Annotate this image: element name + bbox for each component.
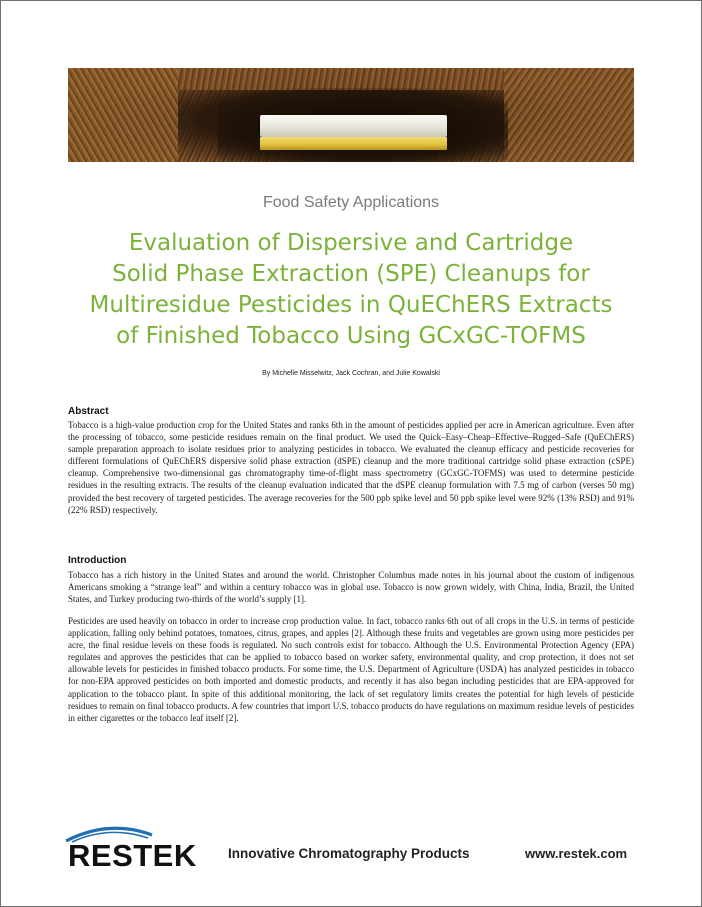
cigarette-paper (260, 115, 447, 137)
restek-logo (68, 838, 218, 874)
restek-logo-text: RESTEK (68, 838, 197, 873)
authors-byline: By Michelle Misselwitz, Jack Cochran, and Julie Kowalski (262, 370, 440, 377)
cigarette-filter (260, 137, 447, 150)
document-title (60, 228, 642, 352)
title-line: of Finished Tobacco Using GCxGC-TOFMS (116, 323, 586, 349)
introduction-paragraph: Pesticides are used heavily on tobacco in order to increase crop production value. In fact, tobacco ranks 6th out of all crops in the U.S. in terms of pesticide application, falling only behind potatoes, tomatoes, citrus, grapes, and apples [2]. Although these fruits and vegetables are grown using more pesticides per acre, the final residue levels on these foods is regulated. No such controls exist for tobacco. Although the U.S. Environmental Protection Agency (EPA) regulates and approves the pesticides that can be applied to tobacco based on worker safety, environmental quality, and crop protection, it does not set allowable levels for pesticides in finished tobacco products. For some time, the U.S. Department of Agriculture (USDA) has analyzed pesticides in tobacco for non-EPA approved pesticides on both imported and domestic products, and recently it has also began including pesticides that are EPA-approved for application to the tobacco plant. In spite of this additional monitoring, the lack of set regulatory limits creates the potential for high levels of pesticide residues to remain on final tobacco products. A few countries that import U.S. tobacco products do have regulations on maximum residue levels of pesticides in either cigarettes or the tobacco leaf itself [2]. (68, 616, 634, 723)
footer-website: www.restek.com (525, 846, 628, 861)
tobacco-leaves-right (504, 68, 634, 162)
hero-image-cigarette-on-tobacco (68, 68, 634, 162)
abstract-text: Tobacco is a high-value production crop for the United States and ranks 6th in the amount of pesticides applied per acre in American agriculture. Even after the processing of tobacco, some pesticide residues remain on the final product. We used the Quick–Easy–Cheap–Effective–Rugged–Safe (QuEChERS) sample preparation approach to isolate residues prior to analyzing pesticides in tobacco. We evaluated the cleanup efficacy and pesticide recoveries for different formulations of QuEChERS dispersive solid phase extraction (dSPE) cleanup and the more traditional cartridge solid phase extraction (cSPE) cleanup. Comprehensive two-dimensional gas chromatography time-of-flight mass spectrometry (GCxGC-TOFMS) was used to determine pesticide residues in the resulting extracts. The results of the cleanup evaluation indicated that the dSPE cleanup formulation with 7.5 mg of carbon (verses 50 mg) provided the best recovery of targeted pesticides. The average recoveries for the 500 ppb spike level and 50 ppb spike level were 92% (13% RSD) and 91% (22% RSD) respectively. (68, 420, 634, 515)
category-label: Food Safety Applications (262, 194, 440, 211)
introduction-paragraph: Tobacco has a rich history in the United States and around the world. Christopher Columbus made notes in his journal about the custom of indigenous Americans smoking a “strange leaf” and within a century tobacco was in global use. Tobacco is now grown widely, with China, India, Brazil, the United States, and Turkey producing two-thirds of the world’s supply [1]. (68, 570, 634, 605)
introduction-heading: Introduction (68, 555, 127, 566)
abstract-heading: Abstract (68, 406, 109, 417)
title-line: Solid Phase Extraction (SPE) Cleanups for (112, 261, 590, 287)
footer-tagline: Innovative Chromatography Products (228, 846, 470, 861)
title-line: Evaluation of Dispersive and Cartridge (128, 230, 574, 256)
title-line: Multiresidue Pesticides in QuEChERS Extracts (89, 292, 613, 318)
tobacco-leaves-left (68, 68, 178, 162)
